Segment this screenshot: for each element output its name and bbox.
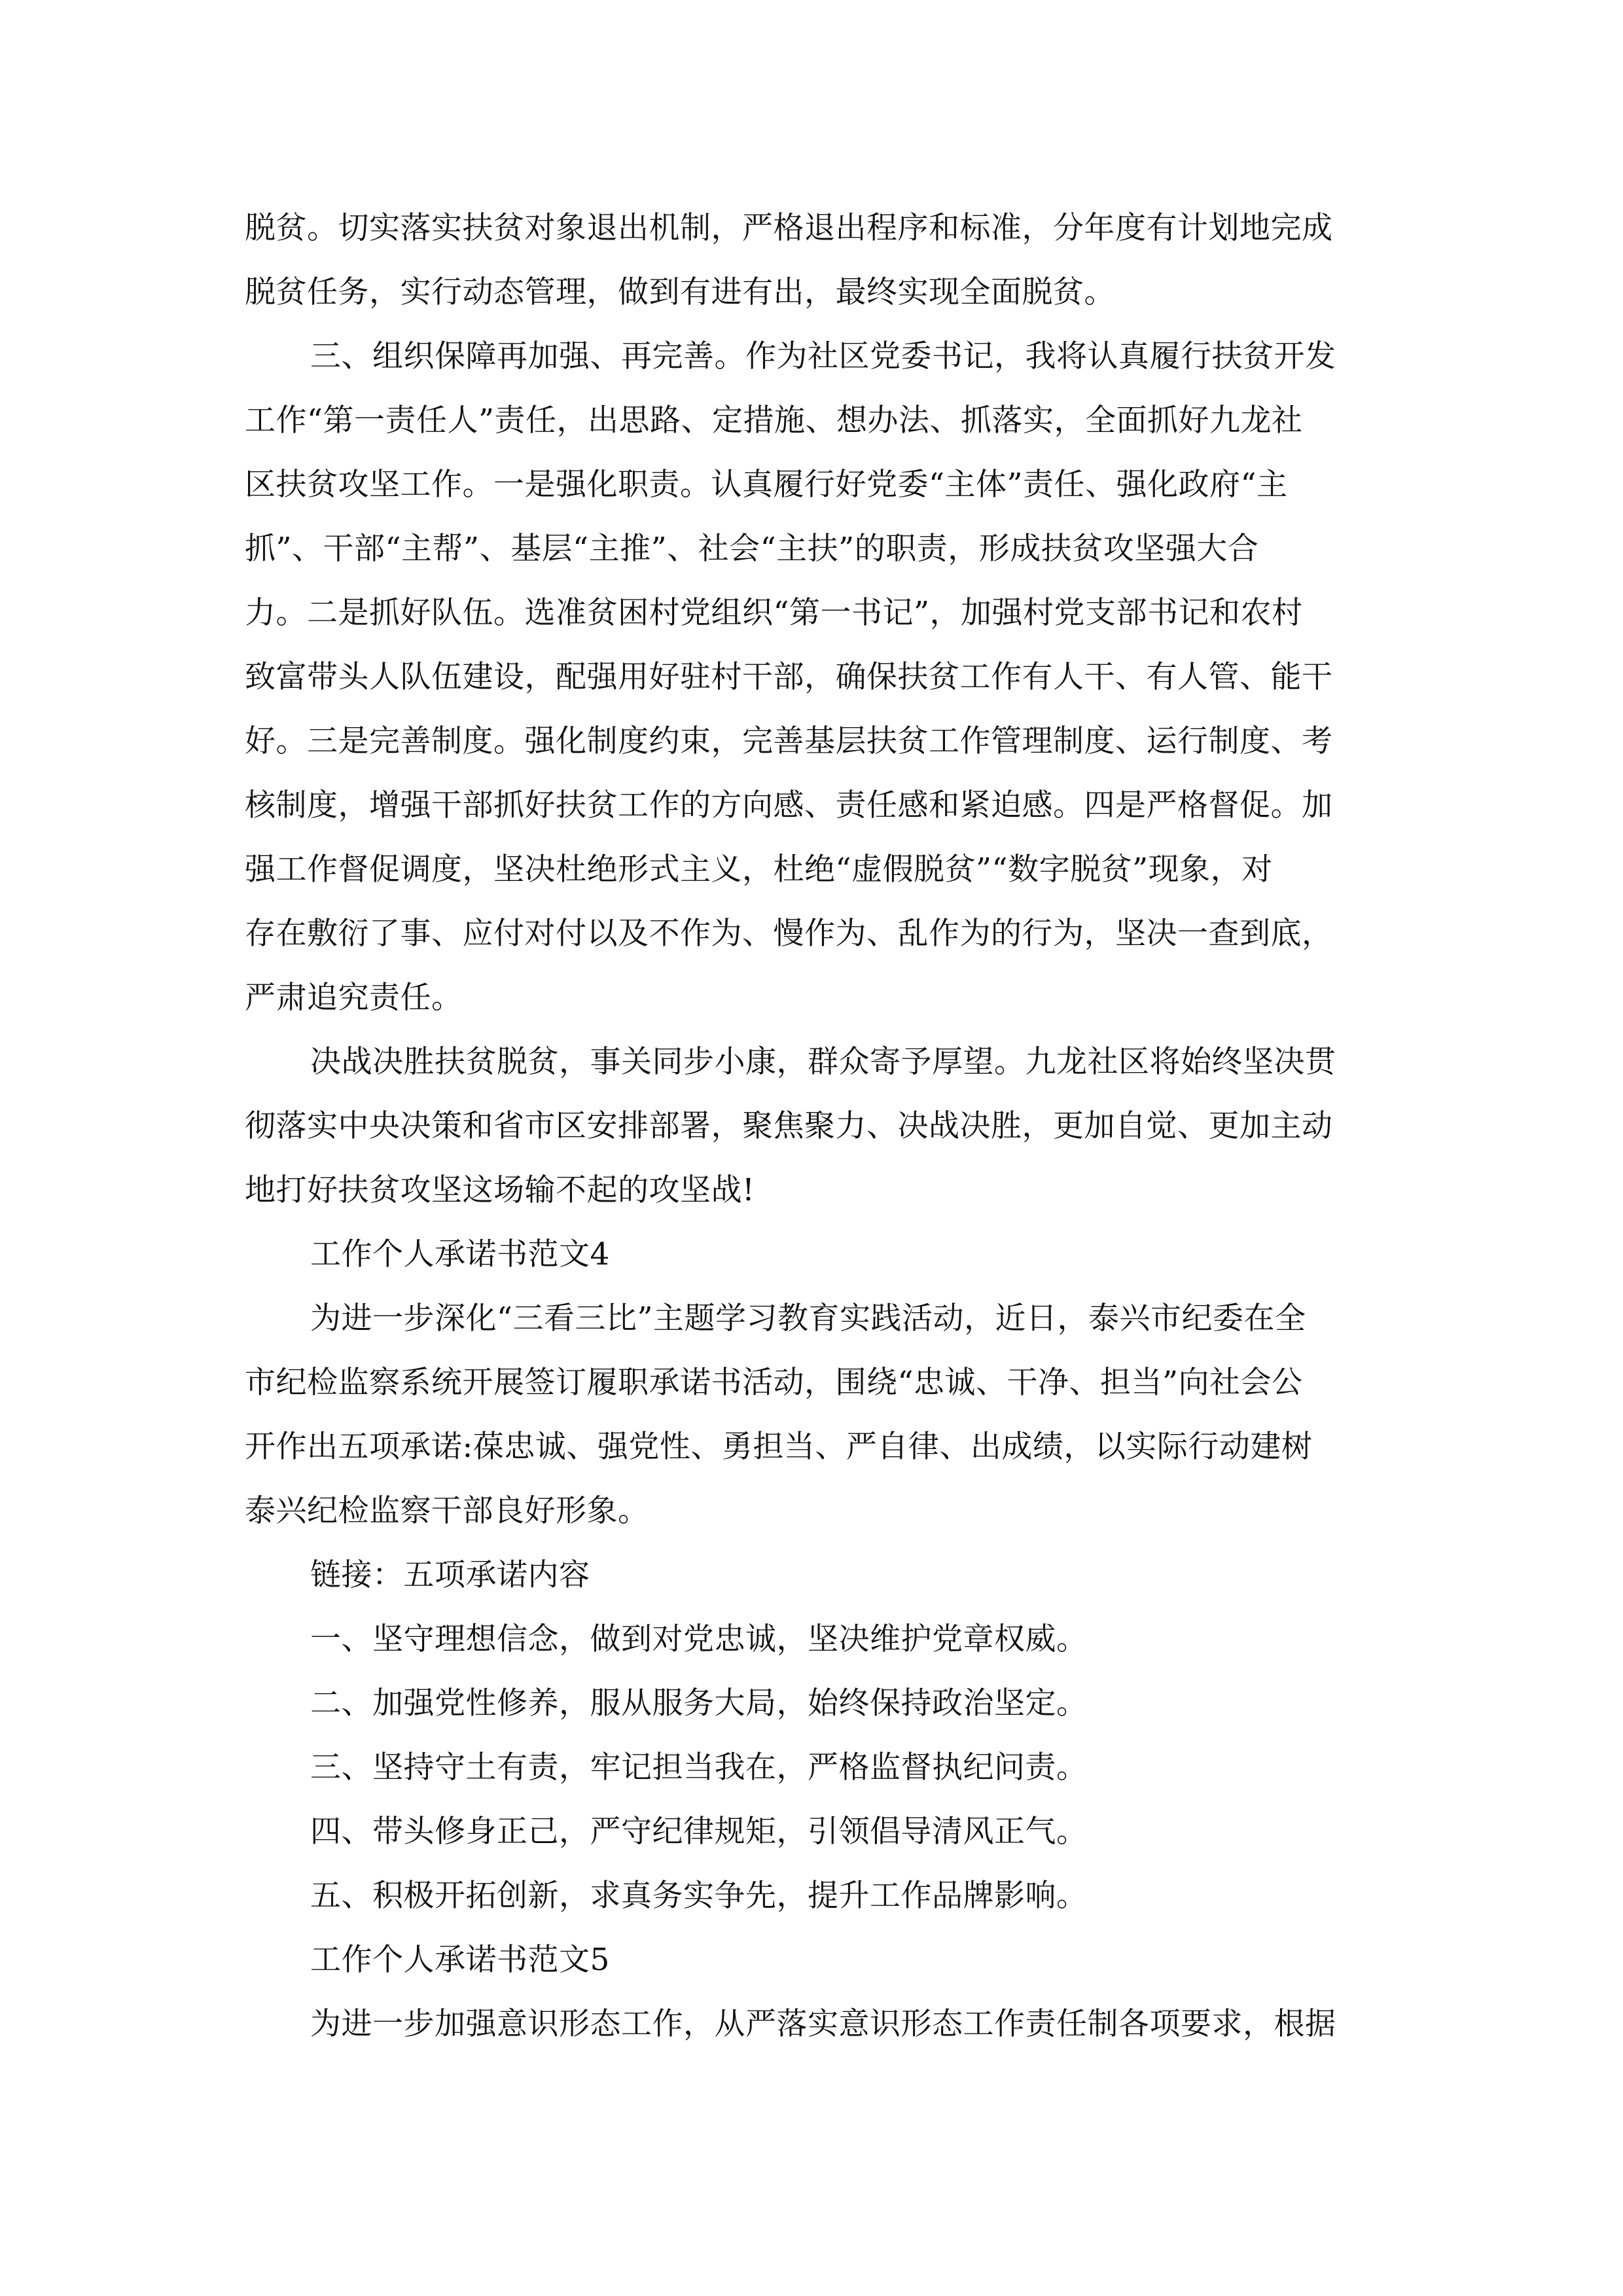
text-line: 二、加强党性修养，服从服务大局，始终保持政治坚定。 [310, 1685, 1088, 1721]
text-line: 工作个人承诺书范文5 [310, 1942, 610, 1978]
text-line: 工作个人承诺书范文4 [310, 1236, 610, 1272]
text-line: 一、坚守理想信念，做到对党忠诚，坚决维护党章权威。 [310, 1621, 1088, 1657]
text-line: 三、坚持守土有责，牢记担当我在，严格监督执纪问责。 [310, 1749, 1088, 1785]
text-line: 严肃追究责任。 [245, 980, 463, 1016]
text-line: 链接：五项承诺内容 [310, 1557, 590, 1593]
text-line: 五、积极开拓创新，求真务实争先，提升工作品牌影响。 [310, 1878, 1088, 1914]
text-line: 脱贫任务，实行动态管理，做到有进有出，最终实现全面脱贫。 [245, 274, 1115, 310]
text-line: 三、组织保障再加强、再完善。作为社区党委书记，我将认真履行扶贫开发 [310, 338, 1336, 374]
text-line: 区扶贫攻坚工作。一是强化职责。认真履行好党委“主体”责任、强化政府“主 [245, 467, 1288, 503]
text-line: 核制度，增强干部抓好扶贫工作的方向感、责任感和紧迫感。四是严格督促。加 [245, 787, 1333, 823]
text-line: 为进一步加强意识形态工作，从严落实意识形态工作责任制各项要求，根据 [310, 2006, 1336, 2042]
text-line: 市纪检监察系统开展签订履职承诺书活动，围绕“忠诚、干净、担当”向社会公 [245, 1365, 1303, 1401]
text-line: 脱贫。切实落实扶贫对象退出机制，严格退出程序和标准，分年度有计划地完成 [245, 210, 1333, 246]
text-line: 工作“第一责任人”责任，出思路、定措施、想办法、抓落实，全面抓好九龙社 [245, 403, 1303, 439]
text-line: 泰兴纪检监察干部良好形象。 [245, 1493, 649, 1529]
text-line: 存在敷衍了事、应付对付以及不作为、慢作为、乱作为的行为，坚决一查到底， [245, 916, 1333, 952]
text-line: 好。三是完善制度。强化制度约束，完善基层扶贫工作管理制度、运行制度、考 [245, 723, 1333, 759]
text-line: 四、带头修身正己，严守纪律规矩，引领倡导清风正气。 [310, 1814, 1088, 1850]
text-line: 彻落实中央决策和省市区安排部署，聚焦聚力、决战决胜，更加自觉、更加主动 [245, 1108, 1333, 1144]
text-line: 抓”、干部“主帮”、基层“主推”、社会“主扶”的职责，形成扶贫攻坚强大合 [245, 531, 1259, 567]
text-line: 力。二是抓好队伍。选准贫困村党组织“第一书记”，加强村党支部书记和农村 [245, 595, 1303, 631]
text-line: 地打好扶贫攻坚这场输不起的攻坚战! [245, 1172, 755, 1208]
text-line: 强工作督促调度，坚决杜绝形式主义，杜绝“虚假脱贫”“数字脱贫”现象，对 [245, 852, 1273, 888]
text-line: 开作出五项承诺:葆忠诚、强党性、勇担当、严自律、出成绩，以实际行动建树 [245, 1429, 1313, 1465]
text-line: 决战决胜扶贫脱贫，事关同步小康，群众寄予厚望。九龙社区将始终坚决贯 [310, 1044, 1336, 1080]
text-line: 为进一步深化“三看三比”主题学习教育实践活动，近日，泰兴市纪委在全 [310, 1300, 1306, 1336]
document-body [245, 196, 1380, 2056]
text-line: 致富带头人队伍建设，配强用好驻村干部，确保扶贫工作有人干、有人管、能干 [245, 659, 1333, 695]
